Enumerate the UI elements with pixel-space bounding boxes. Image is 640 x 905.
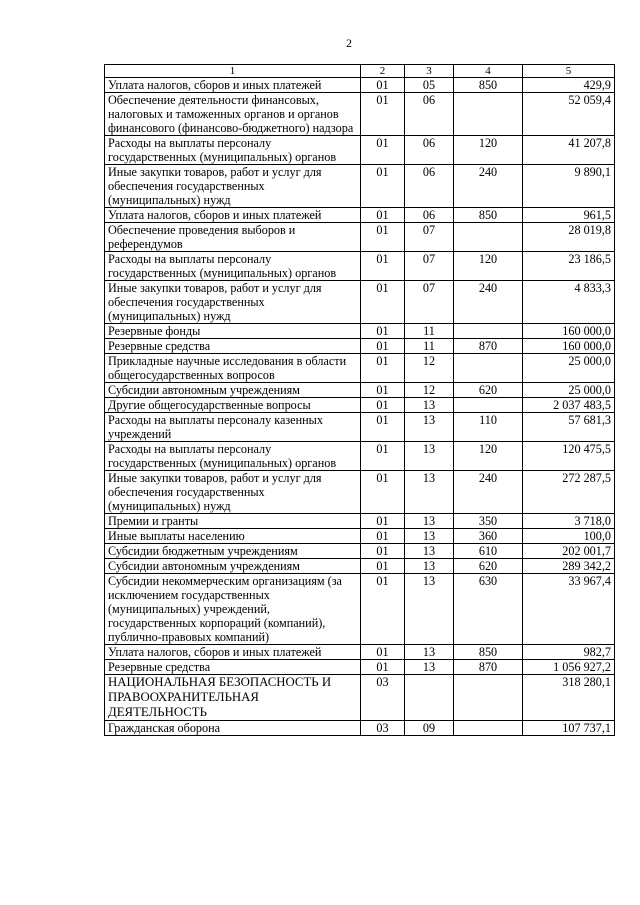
row-amount-cell: 982,7	[523, 645, 615, 660]
row-subsection-code-cell: 07	[405, 252, 454, 281]
row-name-cell: Субсидии автономным учреждениям	[105, 383, 361, 398]
row-amount-cell: 25 000,0	[523, 383, 615, 398]
row-section-code-cell: 01	[361, 544, 405, 559]
row-name-cell: Расходы на выплаты персоналу государственных (муниципальных) органов	[105, 442, 361, 471]
table-row	[105, 660, 615, 675]
table-row	[105, 398, 615, 413]
row-subsection-code-cell: 11	[405, 339, 454, 354]
row-amount-cell: 100,0	[523, 529, 615, 544]
table-row	[105, 471, 615, 514]
row-section-code-cell: 01	[361, 529, 405, 544]
row-subsection-code-cell: 13	[405, 413, 454, 442]
row-name-cell: Иные закупки товаров, работ и услуг для обеспечения государственных (муниципальных) нужд	[105, 281, 361, 324]
row-section-code-cell: 01	[361, 383, 405, 398]
row-name-cell: Премии и гранты	[105, 514, 361, 529]
row-name-cell: Обеспечение проведения выборов и референдумов	[105, 223, 361, 252]
table-row	[105, 442, 615, 471]
row-section-code-cell: 01	[361, 354, 405, 383]
row-name-cell: Резервные средства	[105, 339, 361, 354]
row-expense-type-cell: 120	[454, 252, 523, 281]
column-header-1: 1	[105, 65, 361, 78]
row-subsection-code-cell: 11	[405, 324, 454, 339]
row-section-code-cell: 03	[361, 675, 405, 721]
row-section-code-cell: 01	[361, 78, 405, 93]
table-row	[105, 544, 615, 559]
row-expense-type-cell: 870	[454, 660, 523, 675]
table-row	[105, 514, 615, 529]
table-row	[105, 136, 615, 165]
table-body	[105, 78, 615, 736]
row-subsection-code-cell: 12	[405, 383, 454, 398]
row-section-code-cell: 01	[361, 136, 405, 165]
row-expense-type-cell: 240	[454, 165, 523, 208]
row-expense-type-cell: 240	[454, 281, 523, 324]
row-expense-type-cell: 120	[454, 442, 523, 471]
table-row	[105, 529, 615, 544]
row-subsection-code-cell: 13	[405, 529, 454, 544]
row-expense-type-cell: 610	[454, 544, 523, 559]
row-name-cell: Обеспечение деятельности финансовых, налоговых и таможенных органов и органов финансового (финансово-бюджетного) надзора	[105, 93, 361, 136]
row-subsection-code-cell: 06	[405, 136, 454, 165]
row-name-cell: Субсидии автономным учреждениям	[105, 559, 361, 574]
row-expense-type-cell: 620	[454, 383, 523, 398]
row-amount-cell: 160 000,0	[523, 324, 615, 339]
row-name-cell: Уплата налогов, сборов и иных платежей	[105, 645, 361, 660]
row-subsection-code-cell: 07	[405, 281, 454, 324]
table-row	[105, 93, 615, 136]
row-expense-type-cell	[454, 675, 523, 721]
row-subsection-code-cell	[405, 675, 454, 721]
table-row	[105, 324, 615, 339]
row-subsection-code-cell: 13	[405, 559, 454, 574]
row-amount-cell: 1 056 927,2	[523, 660, 615, 675]
row-amount-cell: 57 681,3	[523, 413, 615, 442]
row-name-cell: Другие общегосударственные вопросы	[105, 398, 361, 413]
row-subsection-code-cell: 06	[405, 165, 454, 208]
row-section-code-cell: 01	[361, 559, 405, 574]
row-expense-type-cell	[454, 324, 523, 339]
row-expense-type-cell	[454, 721, 523, 736]
row-amount-cell: 961,5	[523, 208, 615, 223]
row-section-code-cell: 01	[361, 645, 405, 660]
row-expense-type-cell: 850	[454, 645, 523, 660]
row-expense-type-cell: 630	[454, 574, 523, 645]
row-subsection-code-cell: 13	[405, 574, 454, 645]
row-amount-cell: 28 019,8	[523, 223, 615, 252]
row-section-code-cell: 01	[361, 413, 405, 442]
row-expense-type-cell: 850	[454, 208, 523, 223]
row-name-cell: Расходы на выплаты персоналу государственных (муниципальных) органов	[105, 252, 361, 281]
row-expense-type-cell	[454, 93, 523, 136]
row-subsection-code-cell: 13	[405, 398, 454, 413]
row-amount-cell: 160 000,0	[523, 339, 615, 354]
header-row	[105, 65, 615, 78]
row-name-cell: Прикладные научные исследования в области общегосударственных вопросов	[105, 354, 361, 383]
row-amount-cell: 272 287,5	[523, 471, 615, 514]
row-section-code-cell: 01	[361, 252, 405, 281]
row-subsection-code-cell: 13	[405, 645, 454, 660]
row-amount-cell: 4 833,3	[523, 281, 615, 324]
row-subsection-code-cell: 13	[405, 544, 454, 559]
table-row	[105, 354, 615, 383]
row-subsection-code-cell: 07	[405, 223, 454, 252]
row-amount-cell: 429,9	[523, 78, 615, 93]
row-expense-type-cell: 870	[454, 339, 523, 354]
row-amount-cell: 23 186,5	[523, 252, 615, 281]
row-name-cell: Уплата налогов, сборов и иных платежей	[105, 208, 361, 223]
budget-table	[104, 64, 615, 736]
page-number: 2	[346, 36, 352, 50]
row-amount-cell: 120 475,5	[523, 442, 615, 471]
row-amount-cell: 107 737,1	[523, 721, 615, 736]
row-section-code-cell: 01	[361, 208, 405, 223]
table-row	[105, 252, 615, 281]
column-header-5: 5	[523, 65, 615, 78]
row-subsection-code-cell: 09	[405, 721, 454, 736]
row-name-cell: Иные выплаты населению	[105, 529, 361, 544]
row-section-code-cell: 01	[361, 93, 405, 136]
row-expense-type-cell: 360	[454, 529, 523, 544]
table-row	[105, 339, 615, 354]
row-section-code-cell: 01	[361, 339, 405, 354]
row-subsection-code-cell: 13	[405, 660, 454, 675]
row-expense-type-cell	[454, 223, 523, 252]
table-row	[105, 559, 615, 574]
row-section-code-cell: 01	[361, 165, 405, 208]
row-subsection-code-cell: 13	[405, 514, 454, 529]
row-amount-cell: 33 967,4	[523, 574, 615, 645]
row-amount-cell: 318 280,1	[523, 675, 615, 721]
row-expense-type-cell: 850	[454, 78, 523, 93]
table-row	[105, 721, 615, 736]
row-section-code-cell: 01	[361, 398, 405, 413]
row-subsection-code-cell: 05	[405, 78, 454, 93]
table-row	[105, 645, 615, 660]
row-amount-cell: 3 718,0	[523, 514, 615, 529]
row-section-code-cell: 01	[361, 514, 405, 529]
row-expense-type-cell: 620	[454, 559, 523, 574]
row-subsection-code-cell: 12	[405, 354, 454, 383]
row-name-cell: Субсидии бюджетным учреждениям	[105, 544, 361, 559]
row-expense-type-cell: 240	[454, 471, 523, 514]
row-subsection-code-cell: 13	[405, 442, 454, 471]
row-section-code-cell: 01	[361, 223, 405, 252]
row-name-cell: Иные закупки товаров, работ и услуг для обеспечения государственных (муниципальных) нужд	[105, 471, 361, 514]
table-row	[105, 223, 615, 252]
table-row	[105, 383, 615, 398]
table-row	[105, 208, 615, 223]
column-header-4: 4	[454, 65, 523, 78]
row-name-cell: Расходы на выплаты персоналу казенных учреждений	[105, 413, 361, 442]
row-expense-type-cell: 350	[454, 514, 523, 529]
row-subsection-code-cell: 06	[405, 208, 454, 223]
row-section-code-cell: 01	[361, 574, 405, 645]
row-name-cell: Резервные фонды	[105, 324, 361, 339]
row-section-code-cell: 01	[361, 324, 405, 339]
row-expense-type-cell: 120	[454, 136, 523, 165]
row-expense-type-cell: 110	[454, 413, 523, 442]
row-amount-cell: 9 890,1	[523, 165, 615, 208]
row-amount-cell: 289 342,2	[523, 559, 615, 574]
row-section-code-cell: 03	[361, 721, 405, 736]
row-amount-cell: 2 037 483,5	[523, 398, 615, 413]
row-name-cell: Иные закупки товаров, работ и услуг для обеспечения государственных (муниципальных) нужд	[105, 165, 361, 208]
table-row	[105, 78, 615, 93]
table-row	[105, 574, 615, 645]
table-row	[105, 675, 615, 721]
row-subsection-code-cell: 06	[405, 93, 454, 136]
row-section-code-cell: 01	[361, 442, 405, 471]
table-row	[105, 281, 615, 324]
row-section-code-cell: 01	[361, 471, 405, 514]
row-expense-type-cell	[454, 398, 523, 413]
row-amount-cell: 202 001,7	[523, 544, 615, 559]
table-row	[105, 413, 615, 442]
row-name-cell: Резервные средства	[105, 660, 361, 675]
column-header-2: 2	[361, 65, 405, 78]
row-amount-cell: 25 000,0	[523, 354, 615, 383]
row-section-code-cell: 01	[361, 660, 405, 675]
row-name-cell: НАЦИОНАЛЬНАЯ БЕЗОПАСНОСТЬ И ПРАВООХРАНИТЕЛЬНАЯ ДЕЯТЕЛЬНОСТЬ	[105, 675, 361, 721]
row-name-cell: Расходы на выплаты персоналу государственных (муниципальных) органов	[105, 136, 361, 165]
row-name-cell: Гражданская оборона	[105, 721, 361, 736]
table-row	[105, 165, 615, 208]
row-amount-cell: 41 207,8	[523, 136, 615, 165]
row-expense-type-cell	[454, 354, 523, 383]
row-subsection-code-cell: 13	[405, 471, 454, 514]
row-section-code-cell: 01	[361, 281, 405, 324]
row-name-cell: Уплата налогов, сборов и иных платежей	[105, 78, 361, 93]
column-header-3: 3	[405, 65, 454, 78]
row-name-cell: Субсидии некоммерческим организациям (за исключением государственных (муниципальных) учреждений, государственных корпораций (компаний), публично-правовых компаний)	[105, 574, 361, 645]
row-amount-cell: 52 059,4	[523, 93, 615, 136]
